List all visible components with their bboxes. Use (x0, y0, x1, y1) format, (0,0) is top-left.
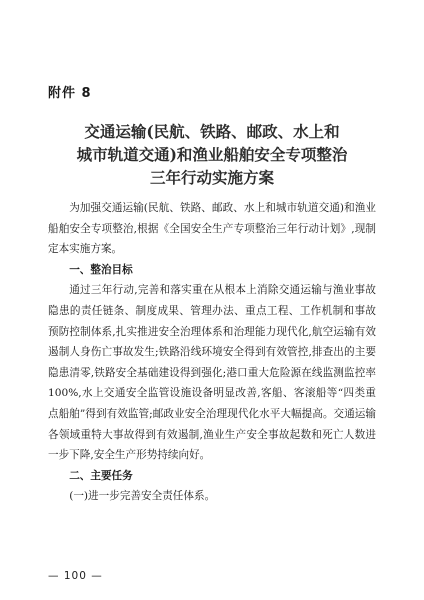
title-line-3: 三年行动实施方案 (149, 168, 274, 187)
page-number: — 100 — (48, 570, 103, 582)
subsection-heading-responsibility: (一)进一步完善安全责任体系。 (69, 490, 216, 503)
title-line-2: 城市轨道交通)和渔业船舶安全专项整治 (76, 145, 348, 164)
title-line-1: 交通运输(民航、铁路、邮政、水上和 (84, 122, 340, 141)
attachment-label: 附件 8 (48, 86, 92, 101)
document-title (48, 120, 376, 189)
document-body (48, 198, 376, 507)
goals-paragraph: 通过三年行动,完善和落实重在从根本上消除交通运输与渔业事故隐患的责任链条、制度成果、管理办法、重点工程、工作机制和事故预防控制体系,扎实推进安全治理体系和治理能力现代化,航空运输有效遏制人身伤亡事故发生;铁路沿线环境安全得到有效管控,排查出的主要隐患清零,铁路安全基础建设得到强化;港口重大危险源在线监测监控率100%,水上交通安全监管设施设备明显改善,客船、客滚船等“四类重点船舶”得到有效监管;邮政业安全治理现代化水平大幅提高。交通运输各领域重特大事故得到有效遏制,渔业生产安全事故起数和死亡人数进一步下降,安全生产形势持续向好。 (48, 284, 376, 462)
section-heading-goals: 一、整治目标 (69, 263, 133, 276)
section-heading-tasks: 二、主要任务 (69, 469, 133, 482)
intro-paragraph: 为加强交通运输(民航、铁路、邮政、水上和城市轨道交通)和渔业船舶安全专项整治,根据《全国安全生产专项整治三年行动计划》,现制定本实施方案。 (48, 202, 376, 256)
